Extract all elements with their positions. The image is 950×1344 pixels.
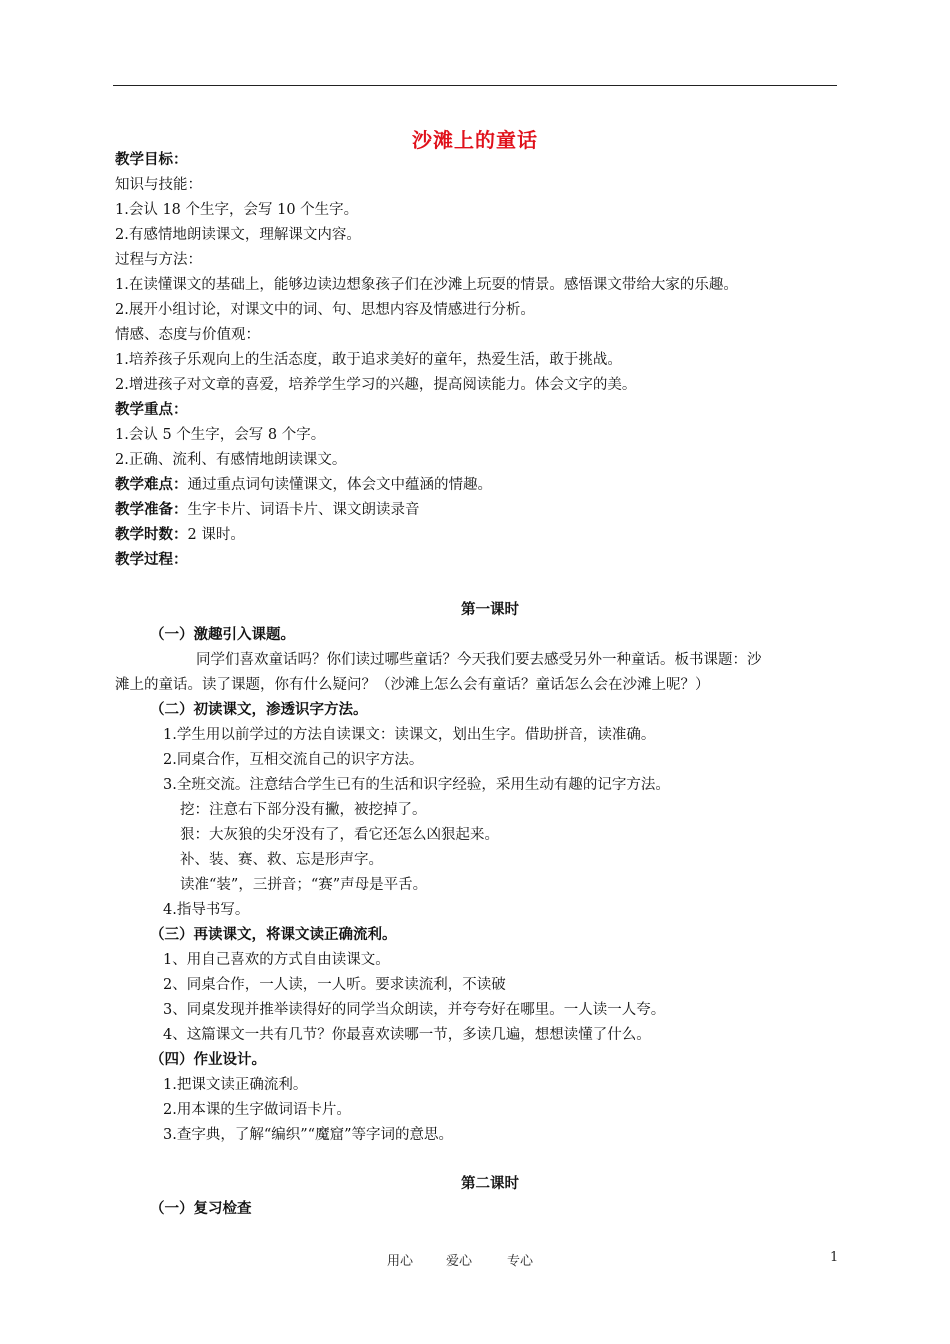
hours-row — [115, 525, 245, 545]
lesson1-section3-item: 4、这篇课文一共有几节？你最喜欢读哪一节，多读几遍，想想读懂了什么。 — [163, 1027, 651, 1043]
lesson1-section3-item: 2、同桌合作，一人读，一人听。要求读流利，不读破 — [163, 977, 506, 993]
process-heading: 教学过程： — [115, 552, 188, 568]
process-method-heading: 过程与方法： — [115, 252, 202, 268]
preparation-row — [115, 500, 420, 520]
process-item: 2.展开小组讨论，对课文中的词、句、思想内容及情感进行分析。 — [115, 302, 535, 318]
lesson1-section2-item: 2.同桌合作，互相交流自己的识字方法。 — [163, 752, 424, 768]
lesson1-heading: 第一课时 — [461, 602, 519, 618]
preparation-text: 生字卡片、词语卡片、课文朗读录音 — [187, 502, 420, 518]
key-point-item: 1.会认 5 个生字，会写 8 个字。 — [115, 427, 326, 443]
lesson1-section2-subitem: 挖：注意右下部分没有撇，被挖掉了。 — [180, 802, 427, 818]
lesson1-section3-item: 1、用自己喜欢的方式自由读课文。 — [163, 952, 390, 968]
knowledge-item: 1.会认 18 个生字，会写 10 个生字。 — [115, 202, 359, 218]
header-rule — [113, 85, 837, 86]
lesson2-heading: 第二课时 — [461, 1176, 519, 1192]
hours-text: 2 课时。 — [187, 527, 245, 543]
lesson1-section3-heading: （三）再读课文，将课文读正确流利。 — [150, 927, 397, 943]
lesson1-section1-heading: （一）激趣引入课题。 — [150, 627, 295, 643]
emotion-heading: 情感、态度与价值观： — [115, 327, 260, 343]
document-title: 沙滩上的童话 — [412, 128, 538, 152]
objectives-heading: 教学目标： — [115, 152, 188, 168]
footer-motto-1: 用心 — [387, 1254, 414, 1269]
lesson1-section2-subitem: 补、装、赛、救、忘是形声字。 — [180, 852, 383, 868]
hours-label: 教学时数： — [115, 527, 188, 543]
lesson1-section2-subitem: 狠：大灰狼的尖牙没有了，看它还怎么凶狠起来。 — [180, 827, 499, 843]
footer-motto-2: 爱心 — [446, 1254, 473, 1269]
page-number: 1 — [830, 1250, 839, 1265]
lesson1-section2-item: 4.指导书写。 — [163, 902, 250, 918]
lesson1-section2-subitem: 读准“装”，三拼音；“赛”声母是平舌。 — [180, 877, 428, 893]
preparation-label: 教学准备： — [115, 502, 188, 518]
lesson1-section2-item: 1.学生用以前学过的方法自读课文：读课文，划出生字。借助拼音，读准确。 — [163, 727, 656, 743]
emotion-item: 1.培养孩子乐观向上的生活态度，敢于追求美好的童年，热爱生活，敢于挑战。 — [115, 352, 622, 368]
knowledge-item: 2.有感情地朗读课文，理解课文内容。 — [115, 227, 361, 243]
lesson1-section4-heading: （四）作业设计。 — [150, 1052, 266, 1068]
knowledge-heading: 知识与技能： — [115, 177, 202, 193]
key-points-heading: 教学重点： — [115, 402, 188, 418]
lesson1-section2-heading: （二）初读课文，渗透识字方法。 — [150, 702, 368, 718]
lesson1-section1-text: 同学们喜欢童话吗？你们读过哪些童话？今天我们要去感受另外一种童话。板书课题：沙 — [196, 652, 762, 668]
lesson1-section3-item: 3、同桌发现并推举读得好的同学当众朗读，并夸夸好在哪里。一人读一人夸。 — [163, 1002, 666, 1018]
lesson1-section1-text-cont: 滩上的童话。读了课题，你有什么疑问？（沙滩上怎么会有童话？童话怎么会在沙滩上呢？） — [115, 677, 710, 693]
homework-item: 3.查字典，了解“编织”“魔窟”等字词的意思。 — [163, 1127, 453, 1143]
homework-item: 1.把课文读正确流利。 — [163, 1077, 308, 1093]
difficulty-label: 教学难点： — [115, 477, 188, 493]
lesson1-section2-item: 3.全班交流。注意结合学生已有的生活和识字经验，采用生动有趣的记字方法。 — [163, 777, 670, 793]
difficulty-text: 通过重点词句读懂课文，体会文中蕴涵的情趣。 — [187, 477, 492, 493]
key-point-item: 2.正确、流利、有感情地朗读课文。 — [115, 452, 347, 468]
difficulty-row — [115, 475, 492, 495]
footer-motto-3: 专心 — [507, 1254, 534, 1269]
process-item: 1.在读懂课文的基础上，能够边读边想象孩子们在沙滩上玩耍的情景。感悟课文带给大家的乐趣。 — [115, 277, 738, 293]
lesson2-section1-heading: （一）复习检查 — [150, 1201, 252, 1217]
emotion-item: 2.增进孩子对文章的喜爱，培养学生学习的兴趣，提高阅读能力。体会文字的美。 — [115, 377, 637, 393]
homework-item: 2.用本课的生字做词语卡片。 — [163, 1102, 351, 1118]
